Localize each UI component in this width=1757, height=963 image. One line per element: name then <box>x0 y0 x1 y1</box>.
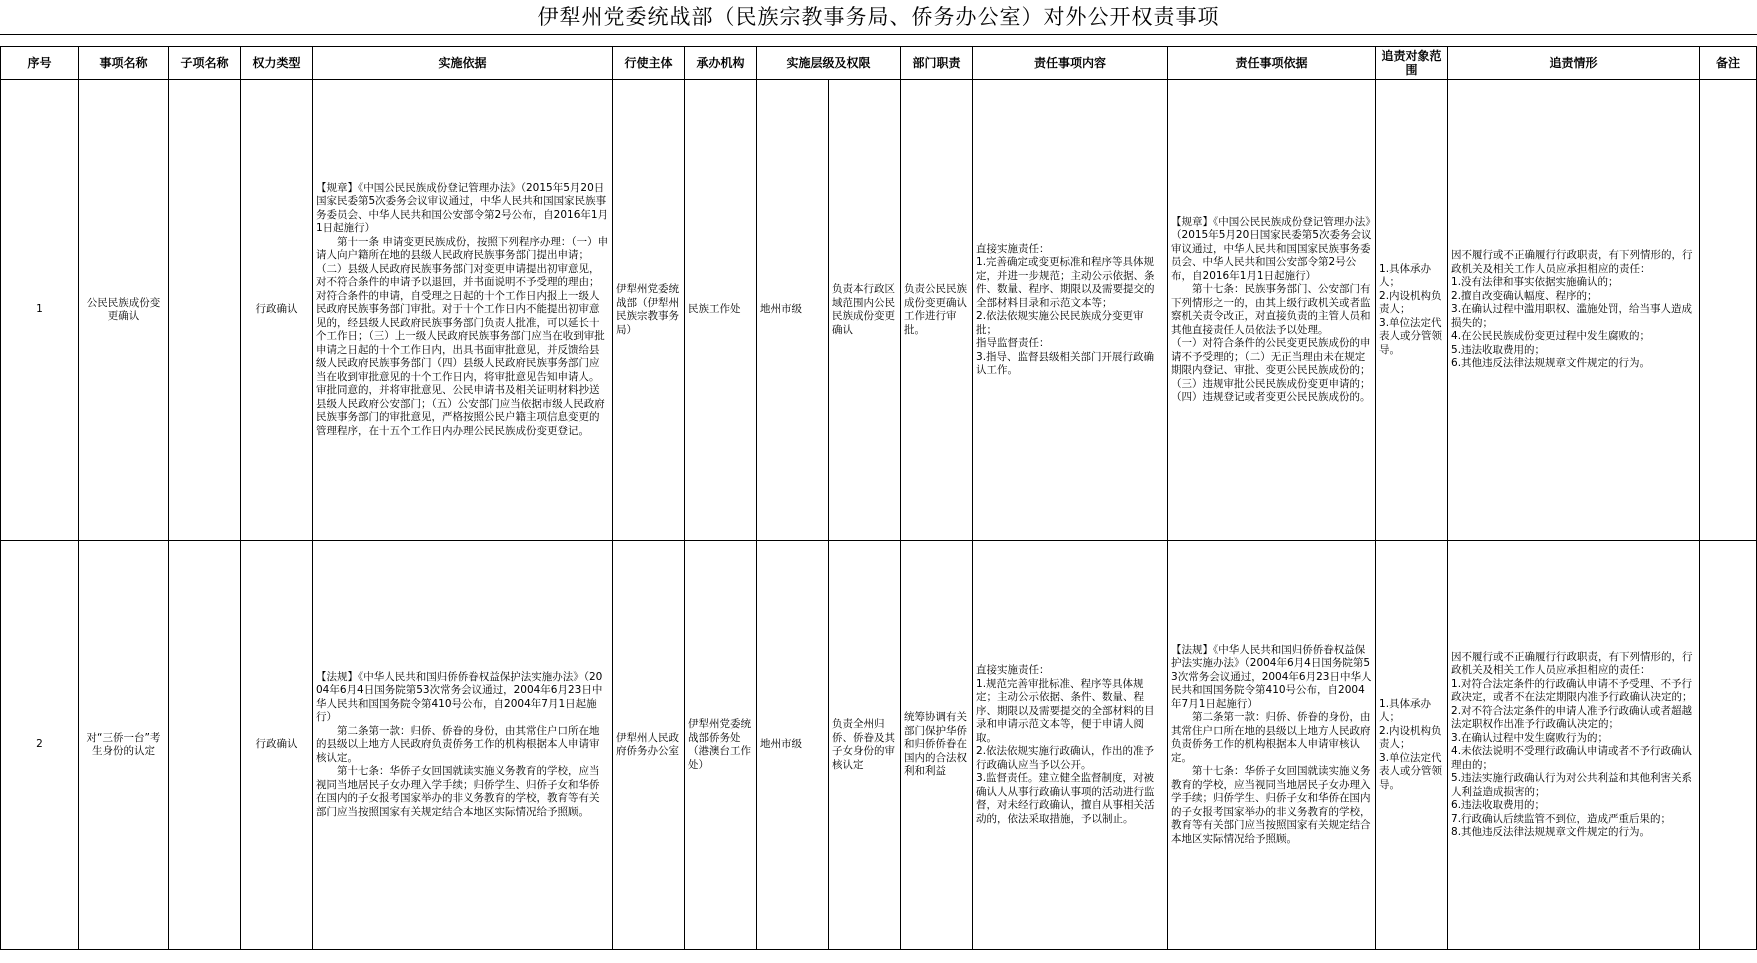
cell-sub-item <box>169 541 241 950</box>
cell-resp-content: 直接实施责任： 1.完善确定或变更标准和程序等具体规定，并进一步规范；主动公示依据、条件、数量、程序、期限以及需要提交的全部材料目录和示范文本等； 2.依法依规实施公民民族成分变更审批； 指导监督责任： 3.指导、监督县级相关部门开展行政确认工作。 <box>973 80 1168 541</box>
cell-resp-content: 直接实施责任： 1.规范完善审批标准、程序等具体规定；主动公示依据、条件、数量、程序、期限以及需要提交的全部材料的目录和申请示范文本等，便于申请人阅取。 2.依法依规实施行政确认，作出的准予行政确认应当予以公开。 3.监督责任。建立健全监督制度，对被确认人从事行政确认事项的活动进行监督，对未经行政确认，擅自从事相关活动的，依法采取措施，予以制止。 <box>973 541 1168 950</box>
header-power-type: 权力类型 <box>241 47 313 80</box>
header-basis: 实施依据 <box>313 47 613 80</box>
header-sub-item: 子项名称 <box>169 47 241 80</box>
cell-agency: 民族工作处 <box>685 80 757 541</box>
cell-subject: 伊犁州人民政府侨务办公室 <box>613 541 685 950</box>
cell-subject: 伊犁州党委统战部（伊犁州民族宗教事务局） <box>613 80 685 541</box>
cell-seq: 1 <box>1 80 79 541</box>
cell-item-name: 公民民族成份变更确认 <box>79 80 169 541</box>
header-note: 备注 <box>1700 47 1757 80</box>
header-duty: 部门职责 <box>901 47 973 80</box>
cell-power-type: 行政确认 <box>241 80 313 541</box>
cell-note <box>1700 541 1757 950</box>
header-resp-basis: 责任事项依据 <box>1168 47 1376 80</box>
cell-target: 1.具体承办人； 2.内设机构负责人； 3.单位法定代表人或分管领导。 <box>1376 80 1448 541</box>
cell-target: 1.具体承办人； 2.内设机构负责人； 3.单位法定代表人或分管领导。 <box>1376 541 1448 950</box>
cell-duty: 负责公民民族成份变更确认工作进行审批。 <box>901 80 973 541</box>
cell-level: 地州市级 <box>757 541 829 950</box>
table-row <box>1 80 1757 541</box>
cell-basis: 【规章】《中国公民民族成份登记管理办法》（2015年5月20日国家民委第5次委务会议审议通过，中华人民共和国国家民族事务委员会、中华人民共和国公安部令第2号公布，自2016年1月1日起施行） 第十一条 申请变更民族成份，按照下列程序办理：（一）申请人向户籍所在地的县级人民政府民族事务部门提出申请；（二）县级人民政府民族事务部门对变更申请提出初审意见，对不符合条件的申请予以退回，并书面说明不予受理的理由；对符合条件的申请，自受理之日起的十个工作日内报上一级人民政府民族事务部门审批。对于十个工作日内不能提出初审意见的，经县级人民政府民族事务部门负责人批准，可以延长十个工作日；（三）上一级人民政府民族事务部门应当在收到审批申请之日起的十个工作日内，出具书面审批意见，并反馈给县级人民政府民族事务部门（四）县级人民政府民族事务部门应当在收到审批意见的十个工作日内，将审批意见告知申请人。审批同意的，并将审批意见、公民申请书及相关证明材料抄送县级人民政府公安部门；（五）公安部门应当依据市级人民政府民族事务部门的审批意见，严格按照公民户籍主项信息变更的管理程序，在十五个工作日内办理公民民族成份变更登记。 <box>313 80 613 541</box>
page-title: 伊犁州党委统战部（民族宗教事务局、侨务办公室）对外公开权责事项 <box>0 0 1757 35</box>
cell-basis: 【法规】《中华人民共和国归侨侨眷权益保护法实施办法》（2004年6月4日国务院第53次常务会议通过，2004年6月23日中华人民共和国国务院令第410号公布，自2004年7月1日起施行） 第二条第一款：归侨、侨眷的身份，由其常住户口所在地的县级以上地方人民政府负责侨务工作的机构根据本人申请审核认定。 第十七条：华侨子女回国就读实施义务教育的学校，应当视同当地居民子女办理入学手续；归侨学生、归侨子女和华侨在国内的子女报考国家举办的非义务教育的学校，教育等有关部门应当按照国家有关规定结合本地区实际情况给予照顾。 <box>313 541 613 950</box>
cell-agency: 伊犁州党委统战部侨务处（港澳台工作处） <box>685 541 757 950</box>
cell-note <box>1700 80 1757 541</box>
responsibility-table <box>0 46 1757 950</box>
cell-duty: 统筹协调有关部门保护华侨和归侨侨眷在国内的合法权利和利益 <box>901 541 973 950</box>
cell-circumstance: 因不履行或不正确履行行政职责，有下列情形的，行政机关及相关工作人员应承担相应的责任： 1.没有法律和事实依据实施确认的； 2.擅自改变确认幅度、程序的； 3.在确认过程中滥用职权、滥施处罚，给当事人造成损失的； 4.在公民民族成份变更过程中发生腐败的； 5.违法收取费用的； 6.其他违反法律法规规章文件规定的行为。 <box>1448 80 1700 541</box>
header-seq: 序号 <box>1 47 79 80</box>
header-agency: 承办机构 <box>685 47 757 80</box>
cell-power-type: 行政确认 <box>241 541 313 950</box>
header-resp-content: 责任事项内容 <box>973 47 1168 80</box>
cell-sub-item <box>169 80 241 541</box>
cell-resp-basis: 【规章】《中国公民民族成份登记管理办法》（2015年5月20日国家民委第5次委务会议审议通过，中华人民共和国国家民族事务委员会、中华人民共和国公安部令第2号公布，自2016年1月1日起施行） 第十七条：民族事务部门、公安部门有下列情形之一的，由其上级行政机关或者监察机关责令改正，对直接负责的主管人员和其他直接责任人员依法予以处理。 （一）对符合条件的公民变更民族成份的申请不予受理的；（二）无正当理由未在规定期限内登记、审批、变更公民民族成份的；（三）违规审批公民民族成份变更申请的；（四）违规登记或者变更公民民族成份的。 <box>1168 80 1376 541</box>
cell-circumstance: 因不履行或不正确履行行政职责，有下列情形的，行政机关及相关工作人员应承担相应的责任： 1.对符合法定条件的行政确认申请不予受理、不予行政决定，或者不在法定期限内准予行政确认决定的； 2.对不符合法定条件的申请人准予行政确认或者超越法定职权作出准予行政确认决定的； 3.在确认过程中发生腐败行为的； 4.未依法说明不受理行政确认申请或者不予行政确认理由的； 5.违法实施行政确认行为对公共利益和其他利害关系人利益造成损害的； 6.违法收取费用的； 7.行政确认后续监管不到位，造成严重后果的； 8.其他违反法律法规规章文件规定的行为。 <box>1448 541 1700 950</box>
cell-resp-basis: 【法规】《中华人民共和国归侨侨眷权益保护法实施办法》（2004年6月4日国务院第53次常务会议通过，2004年6月23日中华人民共和国国务院令第410号公布，自2004年7月1日起施行） 第二条第一款：归侨、侨眷的身份，由其常住户口所在地的县级以上地方人民政府负责侨务工作的机构根据本人申请审核认定。 第十七条：华侨子女回国就读实施义务教育的学校，应当视同当地居民子女办理入学手续；归侨学生、归侨子女和华侨在国内的子女报考国家举办的非义务教育的学校，教育等有关部门应当按照国家有关规定结合本地区实际情况给予照顾。 <box>1168 541 1376 950</box>
table-row <box>1 541 1757 950</box>
header-subject: 行使主体 <box>613 47 685 80</box>
header-item-name: 事项名称 <box>79 47 169 80</box>
cell-seq: 2 <box>1 541 79 950</box>
header-circumstance: 追责情形 <box>1448 47 1700 80</box>
cell-authority: 负责全州归侨、侨眷及其子女身份的审核认定 <box>829 541 901 950</box>
cell-level: 地州市级 <box>757 80 829 541</box>
cell-item-name: 对“三侨一台”考生身份的认定 <box>79 541 169 950</box>
header-target: 追责对象范围 <box>1376 47 1448 80</box>
cell-authority: 负责本行政区域范围内公民民族成份变更确认 <box>829 80 901 541</box>
header-level: 实施层级及权限 <box>757 47 901 80</box>
header-row <box>1 47 1757 80</box>
